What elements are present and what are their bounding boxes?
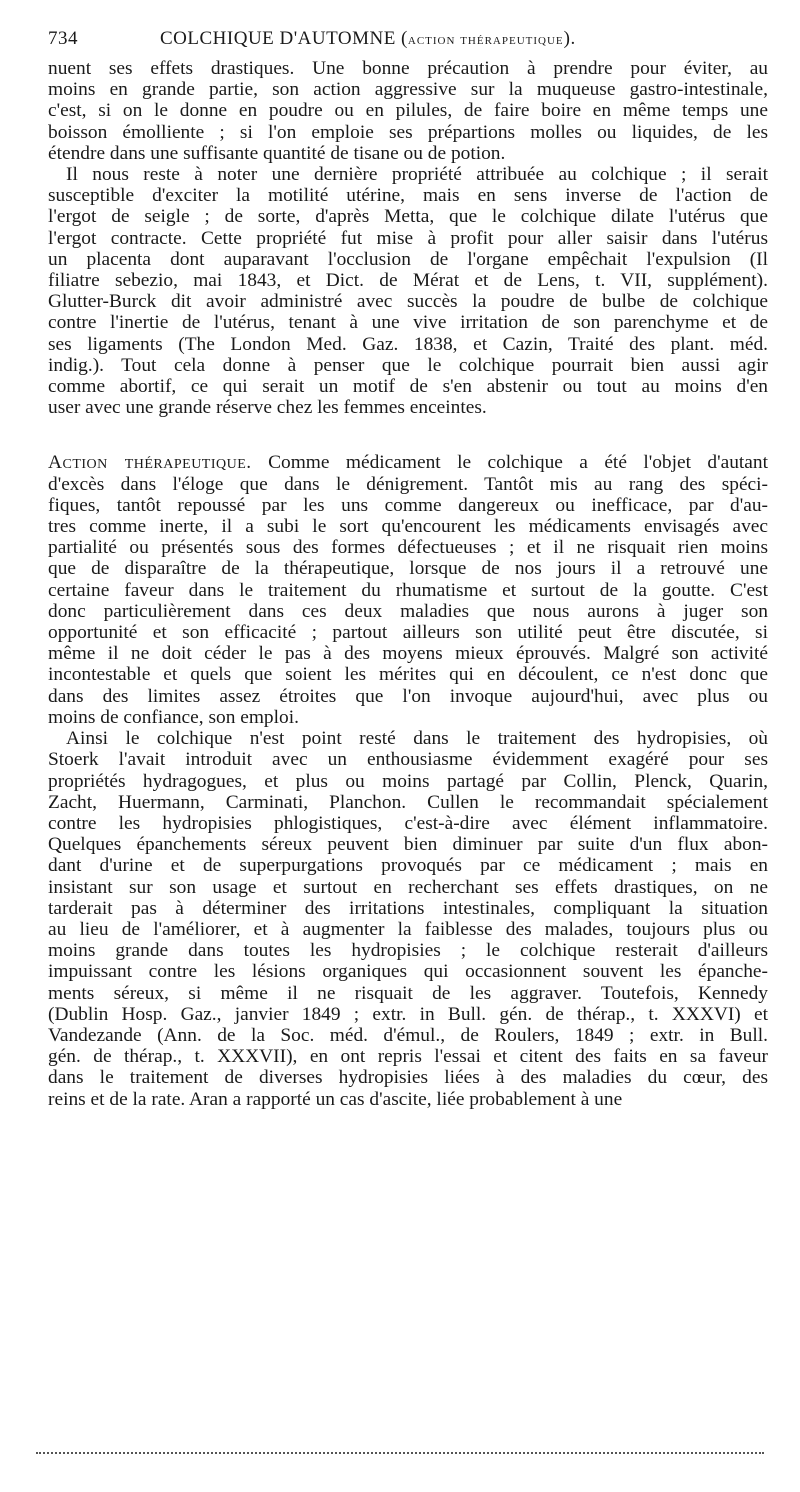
line-text: incontestable et quels que soient les mérites qui en découlent, ce n'est donc que (48, 664, 768, 686)
line-text: moins de confiance, son emploi. (48, 706, 299, 728)
text-line (48, 877, 768, 898)
text-line (48, 537, 768, 558)
text-line (48, 249, 768, 270)
text-line (48, 728, 768, 749)
line-text: partialité ou présentés sous des formes défectueuses ; et il ne risquait rien moins (48, 537, 768, 559)
text-line (48, 270, 768, 291)
text-line (48, 164, 768, 185)
line-text: d'excès dans l'éloge que dans le dénigrement. Tantôt mis au rang des spéci- (48, 473, 768, 495)
text-line (48, 622, 768, 643)
text-line (48, 100, 768, 121)
text-line (48, 516, 768, 537)
line-text: opportunité et son efficacité ; partout ailleurs son utilité peut être discutée, si (48, 622, 768, 644)
line-text: dans des limites assez étroites que l'on invoque aujourd'hui, avec plus ou (48, 685, 768, 707)
line-text: tres comme inerte, il a subi le sort qu'encourent les médicaments envisagés avec (48, 516, 768, 538)
text-line (48, 643, 768, 664)
text-line (48, 813, 768, 834)
section-gap (48, 418, 768, 452)
text-line (48, 474, 768, 495)
line-text: user avec une grande réserve chez les femmes enceintes. (48, 397, 487, 419)
running-header (48, 28, 768, 58)
text-line (48, 1004, 768, 1025)
document-page (48, 28, 768, 1110)
line-text: propriétés hydragogues, et plus ou moins partagé par Collin, Plenck, Quarin, (48, 770, 768, 792)
line-text: Ainsi le colchique n'est point resté dans le traitement des hydropisies, où (66, 728, 768, 750)
line-text: indig.). Tout cela donne à penser que le colchique pourrait bien aussi agir (48, 354, 768, 376)
text-line (48, 452, 768, 473)
line-text: tarderait pas à déterminer des irritations intestinales, compliquant la situation (48, 897, 768, 919)
text-line (48, 122, 768, 143)
text-line (48, 58, 768, 79)
text-line (48, 940, 768, 961)
text-line (48, 686, 768, 707)
line-text: l'ergot de seigle ; de sorte, d'après Metta, que le colchique dilate l'utérus que (48, 206, 768, 228)
paragraph-hydropsies (48, 728, 768, 1110)
line-text: Comme médicament le colchique a été l'objet d'autant (251, 452, 768, 474)
running-title-section: action thérapeutique (407, 32, 564, 48)
line-text: Vandezande (Ann. de la Soc. méd. d'émul., de Roulers, 1849 ; extr. in Bull. (48, 1024, 768, 1046)
line-text: l'ergot contracte. Cette propriété fut mise à profit pour aller saisir dans l'utérus (48, 227, 768, 249)
line-text: moins en grande partie, son action aggressive sur la muqueuse gastro-intestinale, (48, 79, 768, 101)
line-text: gén. de thérap., t. XXXVII), en ont repris l'essai et citent des faits en sa faveur (48, 1046, 768, 1068)
text-line (48, 558, 768, 579)
paragraph-therapeutic-action (48, 452, 768, 728)
line-text: au lieu de l'améliorer, et à augmenter la faiblesse des malades, toujours plus ou (48, 918, 768, 940)
line-text: certaine faveur dans le traitement du rhumatisme et surtout de la goutte. C'est (48, 579, 768, 601)
line-text: nuent ses effets drastiques. Une bonne précaution à prendre pour éviter, au (48, 58, 768, 79)
line-text: étendre dans une suffisante quantité de tisane ou de potion. (48, 142, 506, 164)
line-text: Quelques épanchements séreux peuvent bien diminuer par suite d'un flux abon- (48, 834, 768, 856)
text-line (48, 143, 768, 164)
line-text: contre les hydropisies phlogistiques, c'est-à-dire avec élément inflammatoire. (48, 812, 768, 834)
text-line (48, 79, 768, 100)
text-line (48, 1067, 768, 1088)
line-text: même il ne doit céder le pas à des moyens mieux éprouvés. Malgré son activité (48, 643, 768, 665)
running-title-main: COLCHIQUE D'AUTOMNE ( (160, 28, 408, 49)
text-line (48, 1025, 768, 1046)
line-text: boisson émolliente ; si l'on emploie ses prépartions molles ou liquides, de les (48, 121, 768, 143)
line-text: ments séreux, si même il ne risquait de les aggraver. Toutefois, Kennedy (48, 982, 768, 1004)
text-line (48, 291, 768, 312)
line-text: Glutter-Burck dit avoir administré avec succès la poudre de bulbe de colchique (48, 291, 768, 313)
paragraph-drastic-effects (48, 58, 768, 164)
footer-dotted-rule (36, 1452, 764, 1456)
text-line (48, 1046, 768, 1067)
line-text: ses ligaments (The London Med. Gaz. 1838, et Cazin, Traité des plant. méd. (48, 333, 768, 355)
text-line (48, 185, 768, 206)
line-text: un placenta dont auparavant l'occlusion de l'organe empêchait l'expulsion (Il (48, 248, 768, 270)
text-line (48, 228, 768, 249)
line-text: Stoerk l'avait introduit avec un enthousiasme évidemment exagéré pour ses (48, 749, 768, 771)
line-text: dant d'urine et de superpurgations provoqués par ce médicament ; mais en (48, 855, 768, 877)
line-text: que de disparaître de la thérapeutique, lorsque de nos jours il a retrouvé une (48, 558, 768, 580)
line-text: moins grande dans toutes les hydropisies ; le colchique resterait d'ailleurs (48, 940, 768, 962)
text-line (48, 961, 768, 982)
text-line (48, 855, 768, 876)
line-text: susceptible d'exciter la motilité utérine, mais en sens inverse de l'action de (48, 185, 768, 207)
text-line (48, 397, 768, 418)
text-line (48, 792, 768, 813)
line-text: fiques, tantôt repoussé par les uns comme dangereux ou inefficace, par d'au- (48, 494, 768, 516)
text-line (48, 771, 768, 792)
line-text: dans le traitement de diverses hydropisies liées à des maladies du cœur, des (48, 1067, 768, 1089)
text-line (48, 580, 768, 601)
line-text: comme abortif, ce qui serait un motif de s'en abstenir ou tout au moins d'en (48, 376, 768, 398)
paragraph-uterine-motility (48, 164, 768, 418)
text-line (48, 749, 768, 770)
text-line (48, 1089, 768, 1110)
text-line (48, 495, 768, 516)
text-line (48, 983, 768, 1004)
text-line (48, 376, 768, 397)
line-text: c'est, si on le donne en poudre ou en pilules, de faire boire en même temps une (48, 100, 768, 122)
page-number: 734 (48, 28, 78, 49)
text-line (48, 355, 768, 376)
line-text: (Dublin Hosp. Gaz., janvier 1849 ; extr. in Bull. gén. de thérap., t. XXXVI) et (48, 1003, 768, 1025)
running-title (160, 28, 576, 50)
text-line (48, 919, 768, 940)
running-title-closing: ). (563, 28, 576, 49)
text-line (48, 834, 768, 855)
line-text: Il nous reste à noter une dernière propriété attribuée au colchique ; il serait (66, 164, 768, 186)
text-line (48, 601, 768, 622)
text-line (48, 664, 768, 685)
line-text: reins et de la rate. Aran a rapporté un cas d'ascite, liée probablement à une (48, 1088, 623, 1110)
line-text: insistant sur son usage et surtout en recherchant ses effets drastiques, on ne (48, 876, 768, 898)
line-text: Zacht, Huermann, Carminati, Planchon. Cullen le recommandait spécialement (48, 791, 768, 813)
text-line (48, 898, 768, 919)
line-text: filiatre sebezio, mai 1843, et Dict. de Mérat et de Lens, t. VII, supplément). (48, 270, 768, 292)
text-line (48, 312, 768, 333)
text-line (48, 334, 768, 355)
text-line (48, 206, 768, 227)
section-heading: Action thérapeutique. (48, 452, 252, 474)
line-text: contre l'inertie de l'utérus, tenant à une vive irritation de son parenchyme et de (48, 312, 768, 334)
line-text: donc particulièrement dans ces deux maladies que nous aurons à juger son (48, 600, 768, 622)
text-line (48, 707, 768, 728)
line-text: impuissant contre les lésions organiques qui occasionnent souvent les épanche- (48, 961, 768, 983)
